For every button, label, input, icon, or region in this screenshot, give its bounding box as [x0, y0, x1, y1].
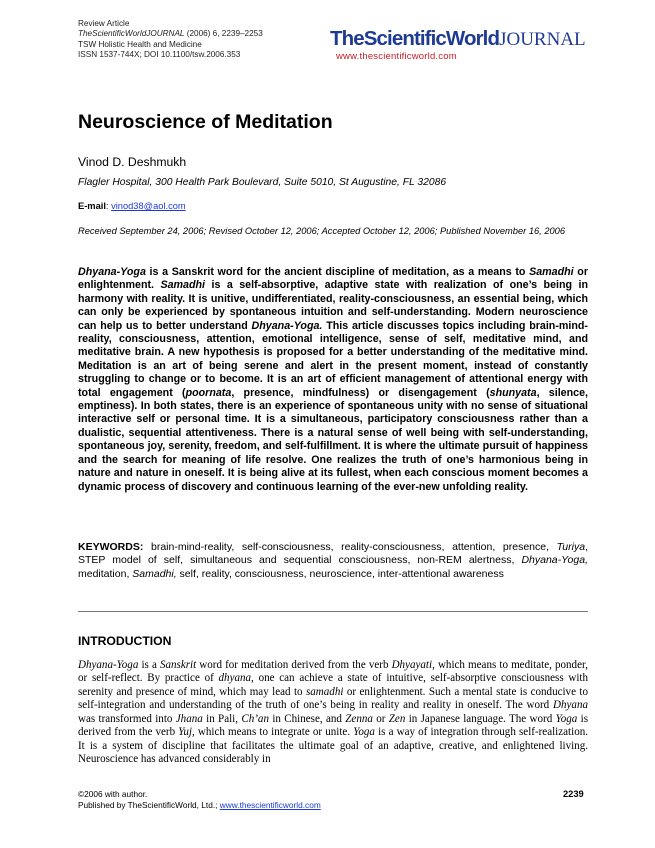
intro-text: which means to integrate or unite.: [194, 726, 354, 739]
intro-text: word for meditation derived from the verb: [196, 659, 392, 671]
author-affiliation: Flagler Hospital, 300 Health Park Boulevard, Suite 5010, St Augustine, FL 32086: [78, 177, 447, 188]
abstract-text: is a self-absorptive, adaptive state with realization of one’s being in harmony with reality. It is unitive, undifferentiated, reality-consciousness, an essential being, which can only be experienced by spontaneous intuition and self-understanding. Modern neuroscience can help us to better understand: [78, 279, 588, 332]
email-label: E-mail: [78, 201, 106, 211]
abstract-text: , presence, mindfulness) or disengagement (: [231, 386, 490, 399]
intro-text: is a: [138, 659, 160, 671]
intro-term: Dhyana-Yoga: [78, 659, 139, 671]
publisher-line: [78, 800, 321, 811]
intro-text: one can achieve a state of intuitive, self-absorptive consciousness with serenity and presence of mind, which may lead to: [78, 672, 588, 698]
intro-text: in Chinese, and: [268, 712, 346, 725]
abstract: [78, 266, 588, 494]
intro-term: dhyana,: [218, 672, 254, 685]
logo-wordmark: [330, 28, 586, 51]
keywords-term: Dhyana-Yoga,: [521, 554, 588, 567]
issn-doi: ISSN 1537-744X; DOI 10.1100/tsw.2006.353: [78, 50, 241, 60]
author-email: [78, 200, 186, 212]
intro-term: Dhyayati,: [391, 659, 435, 671]
keywords-text: self, reality, consciousness, neuroscience, inter-attentional awareness: [176, 567, 504, 580]
article-title: Neuroscience of Meditation: [78, 111, 333, 133]
intro-text: which means to meditate, ponder, or self-reflect. By practice of: [78, 659, 588, 685]
copyright-notice: ©2006 with author.: [78, 789, 148, 799]
keywords-text: meditation,: [78, 567, 133, 580]
email-link[interactable]: vinod38@aol.com: [111, 201, 186, 211]
intro-term: Yoga: [555, 712, 578, 725]
logo-the: The: [330, 27, 364, 50]
abstract-term: Samadhi: [160, 279, 206, 292]
keywords: [78, 541, 588, 581]
intro-text: or enlightenment. Such a mental state is conducive to self-integration and understanding of the truth of one’s being in reality and reality in oneself. The word: [78, 685, 588, 712]
intro-term: Ch’an: [241, 712, 269, 725]
logo-url: www.thescientificworld.com: [336, 51, 457, 62]
abstract-term: Samadhi: [529, 266, 574, 278]
intro-term: Zen: [388, 712, 406, 725]
article-type: Review Article: [78, 19, 130, 28]
abstract-term: Dhyana-Yoga.: [251, 319, 323, 332]
keywords-text: , STEP model of self, simultaneous and sequential consciousness, non-REM alertness,: [78, 541, 588, 567]
abstract-text: or enlightenment.: [78, 266, 588, 292]
section-divider: [78, 611, 588, 612]
keywords-text: brain-mind-reality, self-consciousness, reality-consciousness, attention, presence,: [143, 541, 557, 553]
publisher-text: Published by TheScientificWorld, Ltd.;: [78, 799, 220, 810]
abstract-text: , silence, emptiness). In both states, there is an experience of spontaneous unity with no sense of situational interactive self or personal time. It is a simultaneous, participatory consciousness rather than a dualistic, sequential attentiveness. There is a natural sense of well being with self-understanding, spontaneous joy, serenity, freedom, and self-fulfillment. It is where the ultimate pursuit of happiness and the search for meaning of life resolve. One realizes the truth of one’s harmonious being in nature and nature in oneself. It is being alive at its fullest, when each conscious moment becomes a dynamic process of discovery and continuous learning of the ever-new unfolding reality.: [78, 386, 589, 493]
intro-term: Zenna: [345, 712, 373, 725]
keywords-term: Samadhi,: [132, 567, 177, 580]
page-number: 2239: [563, 789, 584, 799]
journal-meta: [78, 19, 263, 61]
introduction-heading: INTRODUCTION: [78, 634, 172, 648]
abstract-text: This article discusses topics including brain-mind-reality, consciousness, attention, emotional intelligence, sense of self, meditative mind, and meditative brain. A new hypothesis is proposed for a better understanding of the meditative mind. Meditation is an art of being serene and alert in the present moment, instead of constantly struggling to change or to become. It is an art of efficient management of attentional energy with total engagement (: [78, 319, 588, 399]
intro-term: Dhyana: [553, 699, 588, 712]
abstract-term: Dhyana-Yoga: [78, 266, 146, 278]
intro-text: in Japanese language. The word: [405, 712, 556, 725]
intro-term: Yoga: [353, 726, 375, 739]
intro-term: Yuj,: [178, 726, 195, 739]
intro-text: or: [372, 712, 389, 725]
journal-section: TSW Holistic Health and Medicine: [78, 39, 202, 49]
email-separator: :: [105, 201, 112, 211]
intro-term: samadhi: [305, 685, 344, 698]
keywords-term: Turiya: [556, 541, 586, 553]
author-name: Vinod D. Deshmukh: [78, 155, 187, 169]
journal-logo: [330, 28, 586, 62]
page-footer: [78, 789, 321, 810]
intro-text: is derived from the verb: [78, 712, 589, 739]
intro-text: is a way of integration through self-realization. It is a system of discipline that facilitates the ultimate goal of an adaptive, creative, and enlightened living. Neuroscience has advanced considerably in: [78, 726, 588, 766]
introduction-paragraph: [78, 659, 588, 767]
citation-volume: (2006) 6, 2239–2253: [184, 29, 263, 39]
intro-text: in Pali,: [202, 712, 242, 725]
intro-term: Jhana: [175, 712, 203, 725]
publisher-link[interactable]: www.thescientificworld.com: [219, 799, 321, 810]
intro-term: Sanskrit: [159, 659, 197, 671]
publication-dates: Received September 24, 2006; Revised October 12, 2006; Accepted October 12, 2006; Published November 16, 2006: [78, 226, 566, 236]
intro-text: was transformed into: [78, 712, 176, 725]
abstract-term: shunyata: [489, 386, 537, 399]
journal-name: TheScientificWorldJOURNAL: [78, 29, 185, 39]
abstract-term: poornata: [185, 386, 232, 399]
abstract-text: is a Sanskrit word for the ancient discipline of meditation, as a means to: [145, 266, 530, 278]
logo-scientific-world: ScientificWorld: [363, 27, 500, 50]
journal-citation: [78, 29, 263, 39]
keywords-label: KEYWORDS:: [78, 541, 144, 553]
logo-journal: JOURNAL: [499, 29, 586, 50]
